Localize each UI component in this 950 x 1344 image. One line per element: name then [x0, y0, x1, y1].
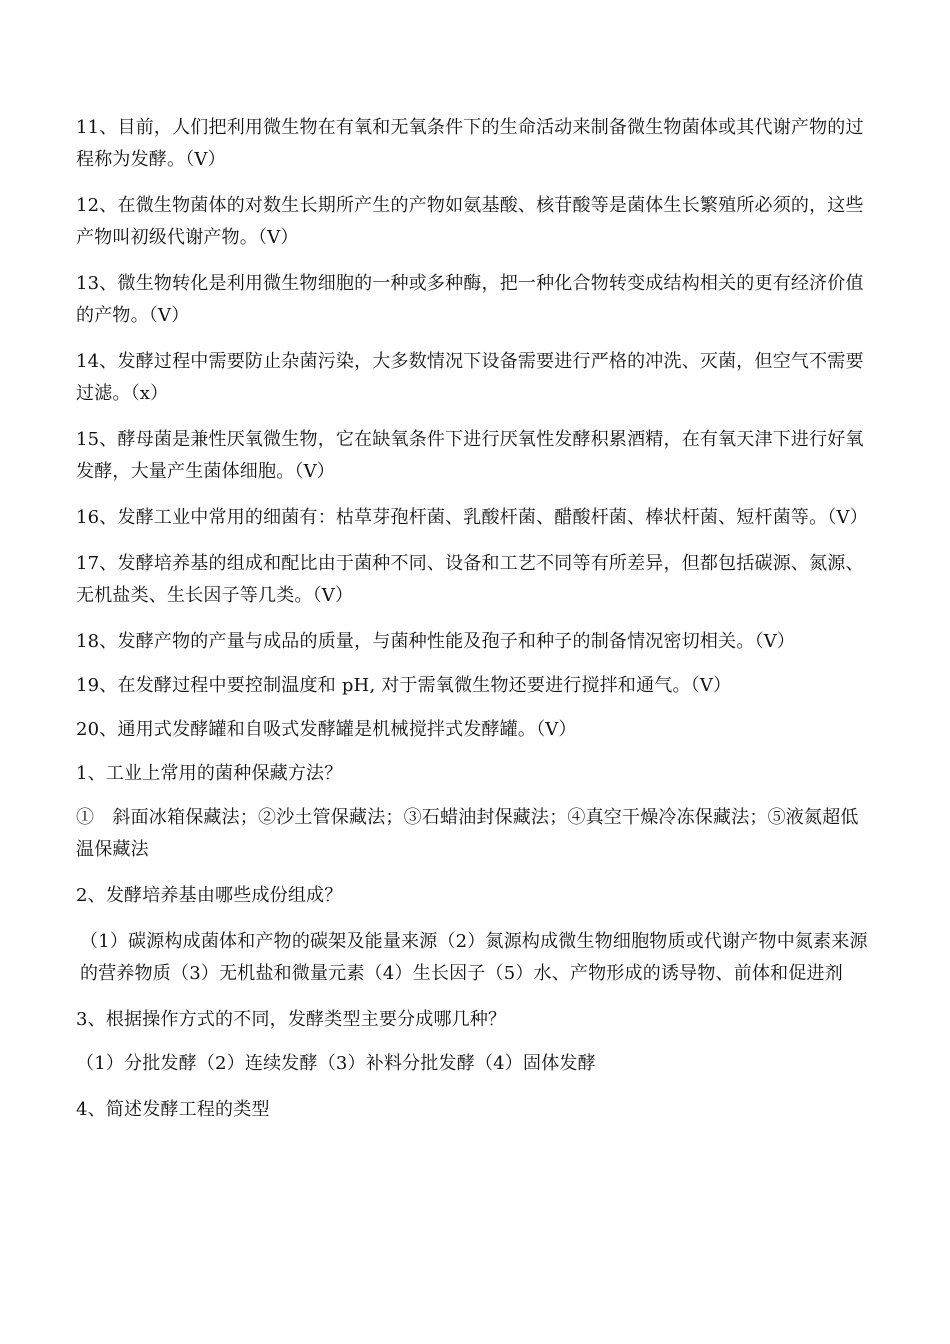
true-false-item-12: 12、在微生物菌体的对数生长期所产生的产物如氨基酸、核苷酸等是菌体生长繁殖所必须的，这些产物叫初级代谢产物。（V） [76, 195, 864, 248]
question-1: 1、工业上常用的菌种保藏方法？ [76, 763, 343, 784]
true-false-item-15: 15、酵母菌是兼性厌氧微生物，它在缺氧条件下进行厌氧性发酵积累酒精，在有氧天津下进行好氧发酵，大量产生菌体细胞。（V） [76, 429, 864, 482]
question-4: 4、简述发酵工程的类型 [76, 1099, 270, 1120]
question-2: 2、发酵培养基由哪些成份组成？ [76, 885, 343, 906]
document-page [76, 112, 876, 1126]
true-false-item-20: 20、通用式发酵罐和自吸式发酵罐是机械搅拌式发酵罐。（V） [76, 719, 577, 740]
true-false-item-18: 18、发酵产物的产量与成品的质量，与菌种性能及孢子和种子的制备情况密切相关。（V） [76, 631, 796, 652]
true-false-item-14: 14、发酵过程中需要防止杂菌污染，大多数情况下设备需要进行严格的冲洗、灭菌，但空气不需要过滤。（x） [76, 351, 864, 404]
answer-1: ① 斜面冰箱保藏法；②沙土管保藏法；③石蜡油封保藏法；④真空干燥冷冻保藏法；⑤液氮超低温保藏法 [76, 807, 859, 860]
answer-3: （1）分批发酵（2）连续发酵（3）补料分批发酵（4）固体发酵 [76, 1053, 596, 1074]
answer-2: （1）碳源构成菌体和产物的碳架及能量来源（2）氮源构成微生物细胞物质或代谢产物中氮素来源的营养物质（3）无机盐和微量元素（4）生长因子（5）水、产物形成的诱导物、前体和促进剂 [80, 931, 868, 984]
true-false-item-17: 17、发酵培养基的组成和配比由于菌种不同、设备和工艺不同等有所差异，但都包括碳源、氮源、无机盐类、生长因子等几类。（V） [76, 553, 864, 606]
question-3: 3、根据操作方式的不同，发酵类型主要分成哪几种？ [76, 1009, 507, 1030]
true-false-item-16: 16、发酵工业中常用的细菌有：枯草芽孢杆菌、乳酸杆菌、醋酸杆菌、棒状杆菌、短杆菌等。（V） [76, 507, 868, 528]
true-false-item-13: 13、微生物转化是利用微生物细胞的一种或多种酶，把一种化合物转变成结构相关的更有经济价值的产物。（V） [76, 273, 864, 326]
true-false-item-11: 11、目前，人们把利用微生物在有氧和无氧条件下的生命活动来制备微生物菌体或其代谢产物的过程称为发酵。（V） [76, 117, 864, 170]
true-false-item-19: 19、在发酵过程中要控制温度和 pH, 对于需氧微生物还要进行搅拌和通气。（V） [76, 675, 732, 696]
